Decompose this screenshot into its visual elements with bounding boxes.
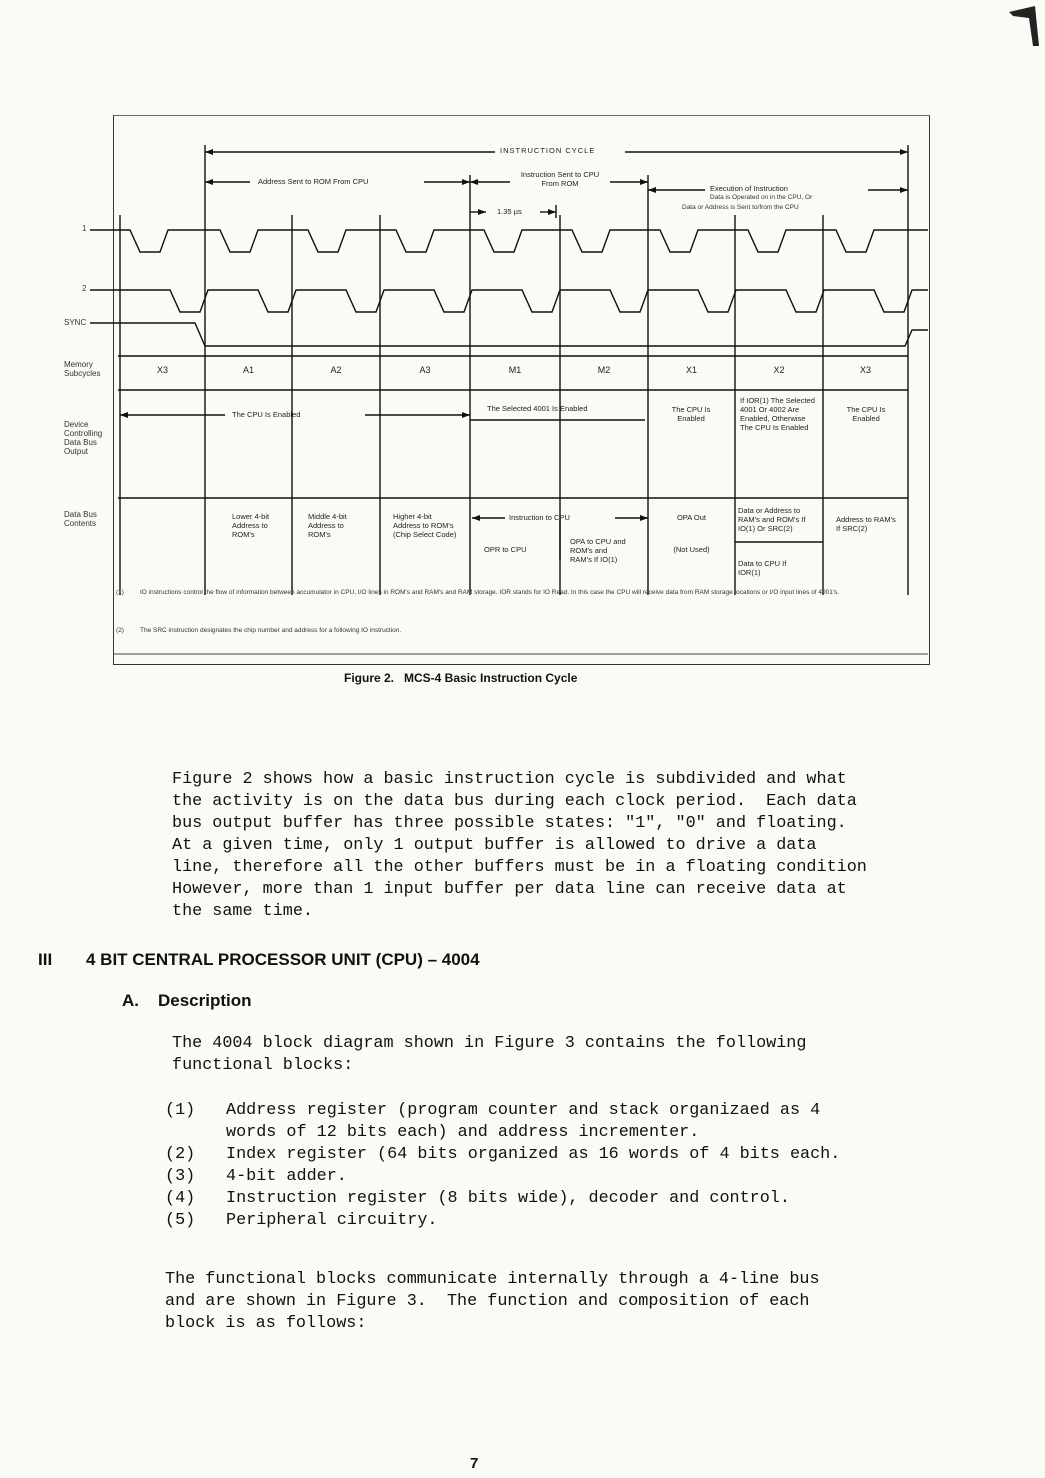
list-text: Peripheral circuitry. [226, 1211, 438, 1230]
paragraph-3 [165, 1269, 820, 1335]
data-x3: Address to RAM's If SRC(2) [836, 515, 896, 533]
data-instruction-to-cpu: Instruction to CPU [509, 513, 570, 522]
text-line: bus output buffer has three possible states: "1", "0" and floating. [172, 814, 847, 833]
device-selected-4001: The Selected 4001 Is Enabled [487, 404, 588, 413]
timing-label: 1.35 µs [497, 207, 522, 216]
timing-diagram [0, 0, 1045, 680]
subcycle-x2: X2 [773, 365, 785, 375]
list-number: (1) [165, 1101, 196, 1120]
footnote-1: IO instructions control the flow of information between accumulator in CPU, I/O lines in ROM's and RAM's and RAM storage. IOR stands for IO Read. In this case the CPU will receive data from RAM storage locations or I/O input lines of 4001's. [140, 589, 840, 596]
text-line: functional blocks: [172, 1056, 354, 1075]
list-text: Instruction register (8 bits wide), decoder and control. [226, 1189, 790, 1208]
instruction-cycle-label: INSTRUCTION CYCLE [500, 146, 596, 155]
instruction-sent-label: Instruction Sent to CPU From ROM [520, 170, 600, 188]
list-text: Address register (program counter and stack organizaed as 4 [226, 1101, 821, 1120]
execution-label: Execution of Instruction [710, 184, 788, 193]
list-text: words of 12 bits each) and address incrementer. [226, 1123, 700, 1142]
data-m1: OPR to CPU [484, 545, 527, 554]
address-sent-label: Address Sent to ROM From CPU [258, 177, 369, 186]
subcycle-m2: M2 [597, 365, 611, 375]
device-x2: If IOR(1) The Selected 4001 Or 4002 Are Enabled, Otherwise The CPU Is Enabled [740, 396, 815, 432]
paragraph-1 [172, 769, 867, 923]
list-item [165, 1166, 995, 1188]
device-cpu-enabled: The CPU Is Enabled [232, 410, 301, 419]
text-line: Figure 2 shows how a basic instruction cycle is subdivided and what [172, 770, 847, 789]
text-line: block is as follows: [165, 1314, 367, 1333]
subsection-letter: A. [122, 991, 139, 1010]
subcycle-x3-end: X3 [859, 365, 871, 375]
text-line: the same time. [172, 902, 313, 921]
list-number: (5) [165, 1211, 196, 1230]
text-line: and are shown in Figure 3. The function and composition of each [165, 1292, 810, 1311]
text-line: At a given time, only 1 output buffer is allowed to drive a data [172, 836, 817, 855]
section-title: 4 BIT CENTRAL PROCESSOR UNIT (CPU) – 4004 [86, 950, 480, 969]
subcycle-x1: X1 [685, 365, 697, 375]
page-number: 7 [470, 1455, 479, 1472]
row-label-memory: Memory Subcycles [64, 360, 101, 378]
footnote-2: The SRC instruction designates the chip number and address for a following IO instruction. [140, 627, 402, 634]
row-label-device: Device Controlling Data Bus Output [64, 420, 103, 456]
subsection-title: Description [158, 991, 252, 1010]
subcycle-a3: A3 [419, 365, 431, 375]
subcycle-m1: M1 [508, 365, 522, 375]
text-line: the activity is on the data bus during each clock period. Each data [172, 792, 857, 811]
list-text: 4-bit adder. [226, 1167, 347, 1186]
functional-block-list [165, 1100, 995, 1232]
list-item [165, 1210, 995, 1232]
subcycle-x3: X3 [156, 365, 168, 375]
list-item [165, 1144, 995, 1166]
list-item [165, 1100, 995, 1144]
figure-caption: Figure 2. MCS-4 Basic Instruction Cycle [344, 671, 578, 685]
data-a2: Middle 4-bit Address to ROM's [308, 512, 347, 539]
footnote-2-mark: (2) [116, 627, 124, 634]
data-a3: Higher 4-bit Address to ROM's (Chip Select Code) [393, 512, 457, 539]
execution-line2: Data is Operated on in the CPU, Or [710, 194, 813, 201]
data-x2-top: Data or Address to RAM's and ROM's If IO(1) Or SRC(2) [738, 506, 806, 533]
text-line: line, therefore all the other buffers must be in a floating condition [172, 858, 867, 877]
list-number: (2) [165, 1145, 196, 1164]
section-number: III [38, 950, 53, 969]
text-line: However, more than 1 input buffer per data line can receive data at [172, 880, 847, 899]
footnote-1-mark: (1) [116, 589, 124, 596]
phi1-label: 1 [82, 224, 87, 233]
data-x1-top: OPA Out [676, 513, 707, 522]
text-line: The functional blocks communicate internally through a 4-line bus [165, 1270, 820, 1289]
list-item [165, 1188, 995, 1210]
text-line: The 4004 block diagram shown in Figure 3 contains the following [172, 1034, 807, 1053]
row-label-data: Data Bus Contents [64, 510, 97, 528]
data-x2-bottom: Data to CPU If IOR(1) [738, 559, 787, 577]
execution-line3: Data or Address is Sent to/from the CPU [682, 204, 799, 211]
subcycle-a1: A1 [242, 365, 254, 375]
list-text: Index register (64 bits organized as 16 words of 4 bits each. [226, 1145, 841, 1164]
paragraph-2 [172, 1033, 806, 1077]
sync-label: SYNC [64, 318, 87, 327]
list-number: (4) [165, 1189, 196, 1208]
list-number: (3) [165, 1167, 196, 1186]
device-x1: The CPU Is Enabled [671, 405, 711, 423]
data-x1-bottom: (Not Used) [673, 545, 710, 554]
data-m2: OPA to CPU and ROM's and RAM's If IO(1) [570, 537, 626, 564]
phi2-label: 2 [82, 284, 87, 293]
subcycle-a2: A2 [330, 365, 342, 375]
device-x3: The CPU Is Enabled [846, 405, 886, 423]
data-a1: Lower 4-bit Address to ROM's [232, 512, 270, 539]
